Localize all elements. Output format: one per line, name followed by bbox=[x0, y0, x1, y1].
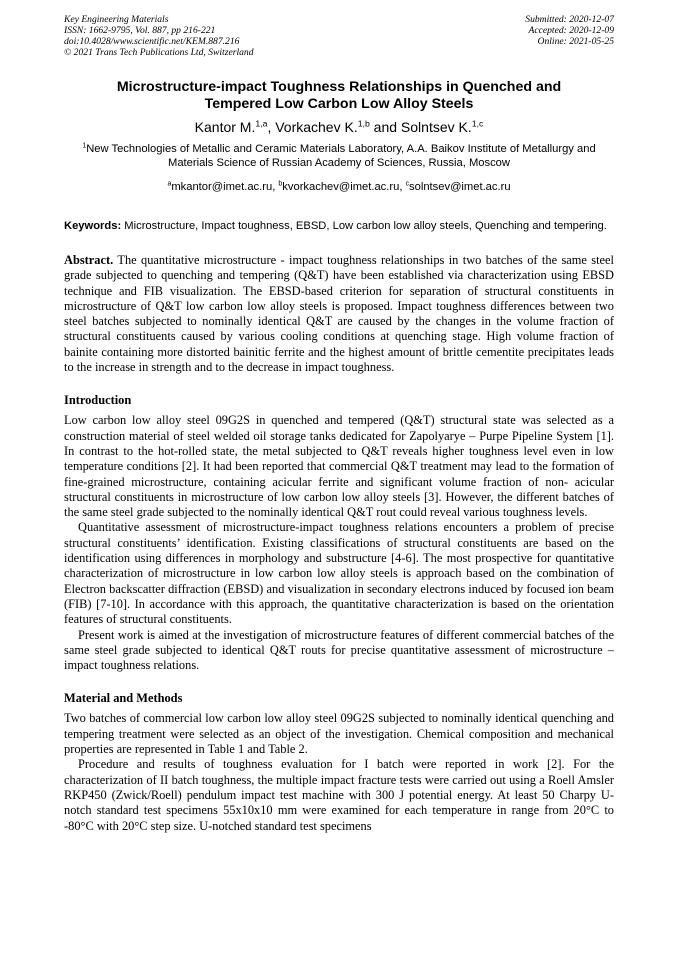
paragraph: Procedure and results of toughness evaluation for I batch were reported in work [2]. For the characterization of II batch toughness, the multiple impact fracture tests were carried out using a Roell Amsler RKP450 (Zwick/Roell) pendulum impact test machine with 300 J potential energy. At least 50 Charpy U-notch standard test specimens 55x10x10 mm were examined for each temperature in range from 20°C to -80°C with 20°C step size. U-notched standard test specimens bbox=[64, 757, 614, 833]
header-right bbox=[525, 14, 614, 58]
online-date: Online: 2021-05-25 bbox=[537, 36, 614, 47]
section-heading-introduction: Introduction bbox=[64, 393, 132, 408]
paper-title bbox=[64, 79, 614, 113]
abstract-label: Abstract. bbox=[64, 253, 114, 267]
author-sep: and bbox=[369, 119, 401, 135]
email-link[interactable]: solntsev@imet.ac.ru bbox=[409, 181, 511, 193]
author-sup: 1,c bbox=[471, 118, 484, 129]
abstract bbox=[64, 253, 614, 375]
author-list bbox=[64, 119, 614, 136]
paragraph: Quantitative assessment of microstructure-impact toughness relations encounters a problem of precise structural constituents’ identification. Existing classifications of structural constituents are based on the identification using differences in morphology and substructure [4-6]. The most prospective for quantitative characterization of microstructure in low carbon low alloy steels is approach based on the combination of Electron backscatter diffraction (EBSD) and visualization in secondary electrons induced by focused ion beam (FIB) [7-10]. In accordance with this approach, the quantitative characterization is based on the orientation features of structural constituents. bbox=[64, 520, 614, 627]
journal-name: Key Engineering Materials bbox=[64, 14, 169, 25]
submitted-date: Submitted: 2020-12-07 bbox=[525, 14, 614, 25]
paragraph: Low carbon low alloy steel 09G2S in quenched and tempered (Q&T) structural state was selected as a construction material of steel welded oil storage tanks dedicated for Zapolyarye – Purpe Pipeline System [1]. In contrast to the hot-rolled state, the metal subjected to Q&T reveals higher toughness level even in low temperature conditions [2]. It had been reported that commercial Q&T treatment may lead to the formation of fine-grained microstructure, containing acicular ferrite and significant volume fraction of non- acicular structural constituents in microstructure of low carbon low alloy steels [3]. However, the different batches of the same steel grade subjected to the nominally identical Q&T rout could reveal various toughness levels. bbox=[64, 413, 614, 520]
keywords bbox=[64, 219, 614, 234]
running-header bbox=[64, 14, 614, 58]
email-sup: a bbox=[167, 180, 172, 188]
author-name: Kantor M. bbox=[194, 119, 256, 135]
header-left bbox=[64, 14, 254, 58]
email-list bbox=[64, 180, 614, 194]
author-name: Solntsev K. bbox=[400, 119, 472, 135]
author-sup: 1,b bbox=[357, 118, 370, 129]
email-sep: , bbox=[272, 181, 279, 193]
abstract-text: The quantitative microstructure - impact toughness relationships in two batches of the same steel grade subjected to quenching and tempering (Q&T) have been established via characterization using EBSD technique and FIB visualization. The EBSD-based criterion for separation of structural constituents in microstructure of Q&T low carbon low alloy steels is proposed. Impact toughness differences between two steel batches subjected to nominally identical Q&T are caused by the changes in the volume fraction of structural constituents caused by various cooling conditions at quenching stage. High volume fraction of bainite containing more distorted bainitic ferrite and the highest amount of brittle cementite precipitates leads to the increase in strength and to the decrease in impact toughness. bbox=[64, 253, 614, 375]
issn: ISSN: 1662-9795, Vol. 887, pp 216-221 bbox=[64, 25, 216, 36]
section-heading-material-methods: Material and Methods bbox=[64, 691, 183, 706]
title-line-1: Microstructure-impact Toughness Relationships in Quenched and bbox=[116, 79, 562, 95]
copyright: © 2021 Trans Tech Publications Ltd, Switzerland bbox=[64, 47, 254, 58]
affiliation-text: New Technologies of Metallic and Ceramic Materials Laboratory, A.A. Baikov Institute of Metallurgy and Materials Science of Russian Academy of Sciences, Russia, Moscow bbox=[86, 143, 596, 169]
author-sep: , bbox=[267, 119, 276, 135]
paragraph: Two batches of commercial low carbon low alloy steel 09G2S subjected to nominally identical quenching and tempering treatment were selected as an object of the investigation. Chemical composition and mechanical properties are represented in Table 1 and Table 2. bbox=[64, 711, 614, 757]
paragraph: Present work is aimed at the investigation of microstructure features of different commercial batches of the same steel grade subjected to identical Q&T routs for precise quantitative assessment of microstructure – impact toughness relations. bbox=[64, 627, 614, 673]
author-name: Vorkachev K. bbox=[275, 119, 358, 135]
doi: doi:10.4028/www.scientific.net/KEM.887.216 bbox=[64, 36, 240, 47]
affiliation bbox=[64, 142, 614, 170]
author-sup: 1,a bbox=[255, 118, 268, 129]
email-sup: b bbox=[278, 180, 283, 188]
accepted-date: Accepted: 2020-12-09 bbox=[528, 25, 614, 36]
keywords-text: Microstructure, Impact toughness, EBSD, Low carbon low alloy steels, Quenching and tempering. bbox=[121, 220, 607, 232]
email-link[interactable]: mkantor@imet.ac.ru bbox=[171, 181, 273, 193]
email-sep: , bbox=[399, 181, 406, 193]
email-sup: c bbox=[405, 180, 410, 188]
title-line-2: Tempered Low Carbon Low Alloy Steels bbox=[204, 96, 474, 112]
keywords-label: Keywords: bbox=[64, 220, 122, 232]
affiliation-sup: 1 bbox=[82, 142, 87, 150]
email-link[interactable]: kvorkachev@imet.ac.ru bbox=[282, 181, 400, 193]
